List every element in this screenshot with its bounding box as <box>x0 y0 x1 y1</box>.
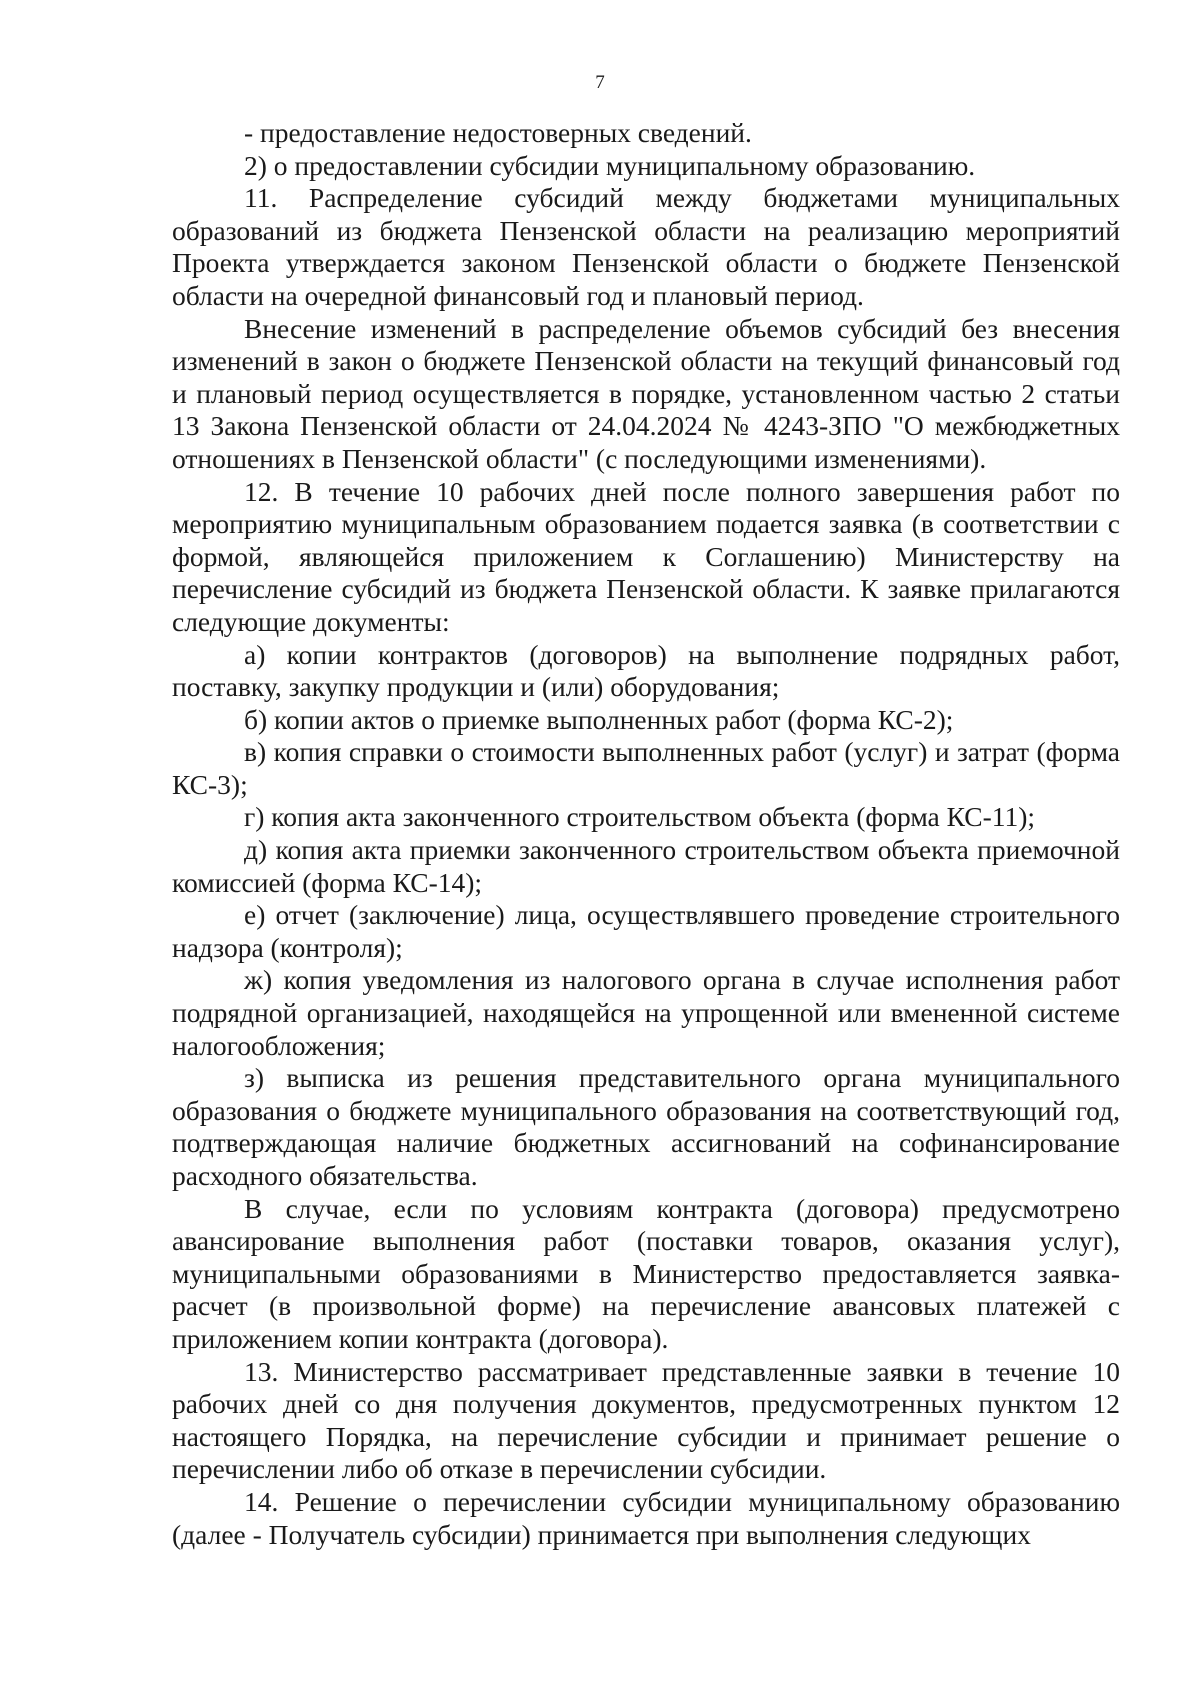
list-item-z: з) выписка из решения представительного органа муниципального образования о бюджете муниципального образования на соответствующий год, подтверждающая наличие бюджетных ассигнований на софинансирование расходного обязательства. <box>172 1062 1120 1191</box>
list-item-zh: ж) копия уведомления из налогового органа в случае исполнения работ подрядной организацией, находящейся на упрощенной или вмененной системе налогообложения; <box>172 964 1120 1061</box>
document-body <box>172 117 1120 1551</box>
paragraph-item-13: 13. Министерство рассматривает представленные заявки в течение 10 рабочих дней со дня получения документов, предусмотренных пунктом 12 настоящего Порядка, на перечисление субсидии и принимает решение о перечислении либо об отказе в перечислении субсидии. <box>172 1355 1120 1485</box>
paragraph: 2) о предоставлении субсидии муниципальному образованию. <box>244 149 976 181</box>
paragraph-item-12: 12. В течение 10 рабочих дней после полного завершения работ по мероприятию муниципальным образованием подается заявка (в соответствии с формой, являющейся приложением к Соглашению) Министерству на перечисление субсидий из бюджета Пензенской области. К заявке прилагаются следующие документы: <box>172 475 1120 637</box>
paragraph: В случае, если по условиям контракта (договора) предусмотрено авансирование выполнения работ (поставки товаров, оказания услуг), муниципальными образованиями в Министерство предоставляется заявка-расчет (в произвольной форме) на перечисление авансовых платежей с приложением копии контракта (договора). <box>172 1192 1120 1354</box>
page-number: 7 <box>595 72 605 93</box>
paragraph-item-14: 14. Решение о перечислении субсидии муниципальному образованию (далее - Получатель субсидии) принимается при выполнения следующих <box>172 1485 1120 1550</box>
list-item-g: г) копия акта законченного строительством объекта (форма КС-11); <box>244 801 1036 833</box>
paragraph: Внесение изменений в распределение объемов субсидий без внесения изменений в закон о бюджете Пензенской области на текущий финансовый год и плановый период осуществляется в порядке, установленном частью 2 статьи 13 Закона Пензенской области от 24.04.2024 № 4243-ЗПО "О межбюджетных отношениях в Пензенской области" (с последующими изменениями). <box>172 312 1120 474</box>
list-item-e: е) отчет (заключение) лица, осуществлявшего проведение строительного надзора (контроля); <box>172 899 1120 963</box>
list-item-v: в) копия справки о стоимости выполненных работ (услуг) и затрат (форма КС-3); <box>172 736 1120 800</box>
list-item-d: д) копия акта приемки законченного строительством объекта приемочной комиссией (форма КС-14); <box>172 834 1120 898</box>
paragraph-item-11: 11. Распределение субсидий между бюджетами муниципальных образований из бюджета Пензенской области на реализацию мероприятий Проекта утверждается законом Пензенской области о бюджете Пензенской области на очередной финансовый год и плановый период. <box>172 182 1120 311</box>
list-item-b: б) копии актов о приемке выполненных работ (форма КС-2); <box>244 703 954 735</box>
paragraph: - предоставление недостоверных сведений. <box>244 117 752 148</box>
list-item-a: а) копии контрактов (договоров) на выполнение подрядных работ, поставку, закупку продукции и (или) оборудования; <box>172 638 1120 703</box>
